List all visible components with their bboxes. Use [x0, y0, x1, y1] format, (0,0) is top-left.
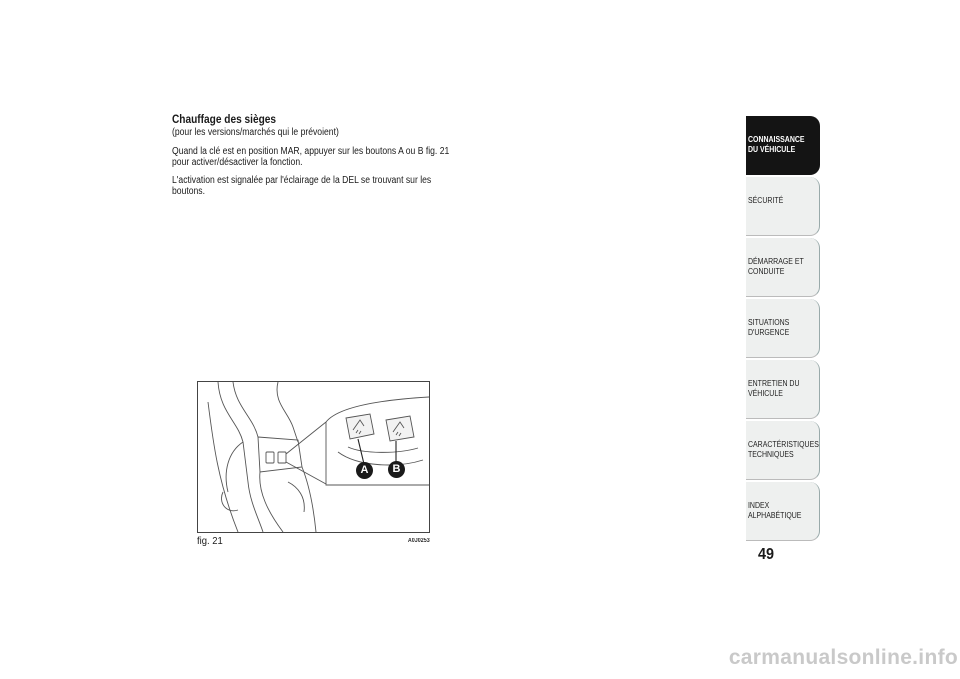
section-content — [172, 114, 472, 204]
tab-connaissance-du-vehicule[interactable] — [746, 116, 820, 175]
console-illustration — [198, 382, 429, 532]
tab-label: SÉCURITÉ — [748, 195, 784, 205]
tab-label: SITUATIONS D'URGENCE — [748, 317, 790, 337]
tab-label: DÉMARRAGE ET CONDUITE — [748, 256, 804, 276]
section-subtitle: (pour les versions/marchés qui le prévoient) — [172, 127, 339, 138]
figure-seat-heating-buttons — [197, 381, 430, 533]
callout-a: A — [356, 462, 373, 479]
tab-situations-d-urgence[interactable] — [746, 299, 820, 358]
section-title: Chauffage des sièges — [172, 114, 277, 126]
page-number: 49 — [758, 546, 775, 563]
button-a-detail — [346, 414, 374, 439]
tab-label: INDEX ALPHABÉTIQUE — [748, 500, 802, 520]
figure-label: fig. 21 — [197, 535, 223, 547]
tab-label: ENTRETIEN DU VÉHICULE — [748, 378, 800, 398]
paragraph-1: Quand la clé est en position MAR, appuyer sur les boutons A ou B fig. 21 pour activer/désactiver la fonction. — [172, 145, 450, 168]
tab-index-alphabetique[interactable] — [746, 482, 820, 541]
callout-b: B — [388, 461, 405, 478]
figure-code: A0J0253 — [408, 538, 430, 544]
tab-entretien-du-vehicule[interactable] — [746, 360, 820, 419]
chapter-tabs — [746, 116, 820, 543]
tab-label: CONNAISSANCE DU VÉHICULE — [748, 134, 805, 154]
tab-caracteristiques-techniques[interactable] — [746, 421, 820, 480]
paragraph-2: L'activation est signalée par l'éclairage de la DEL se trouvant sur les boutons. — [172, 174, 432, 197]
tab-securite[interactable] — [746, 177, 820, 236]
tab-demarrage-et-conduite[interactable] — [746, 238, 820, 297]
tab-label: CARACTÉRISTIQUES TECHNIQUES — [748, 439, 819, 459]
watermark: carmanualsonline.info — [728, 646, 958, 669]
button-b-detail — [386, 416, 414, 441]
